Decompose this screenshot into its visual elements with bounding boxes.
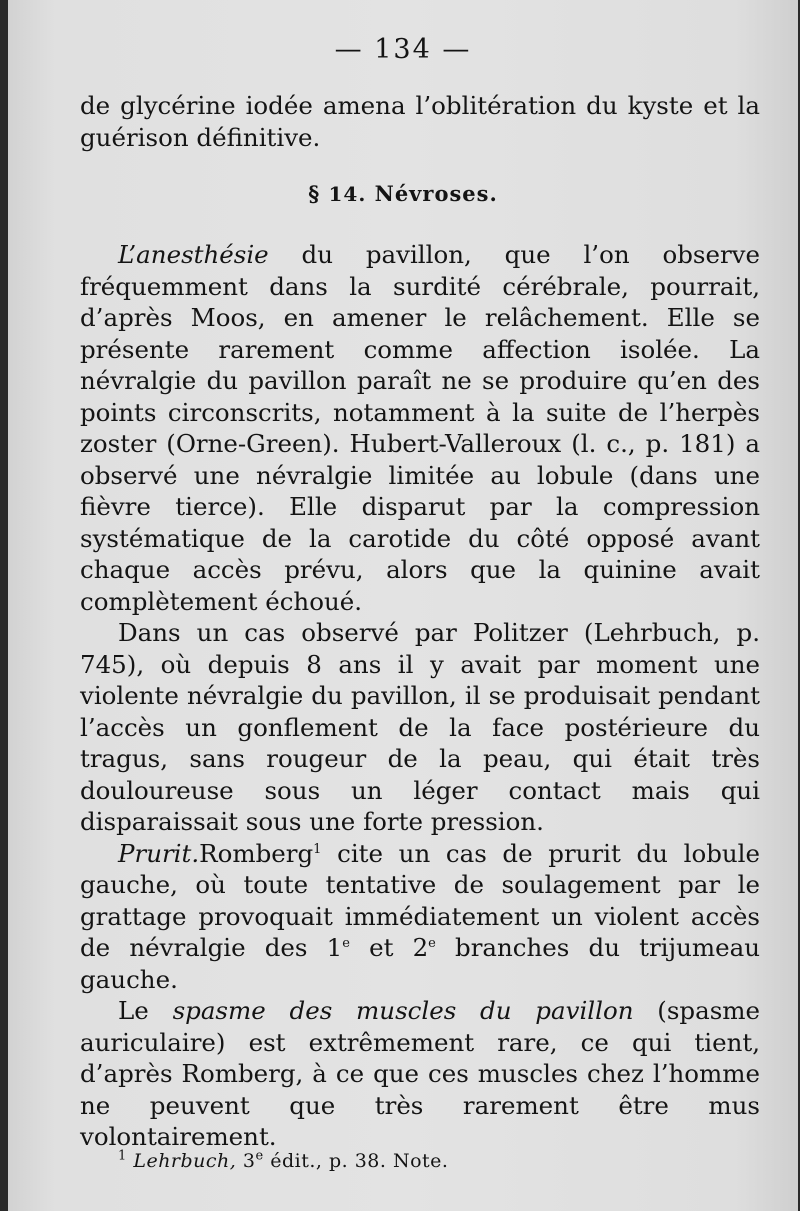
section-symbol: § <box>308 181 321 206</box>
paragraph-politzer <box>80 617 760 838</box>
section-title: Névroses. <box>374 181 498 206</box>
footnote-mark: 1 <box>118 1148 127 1164</box>
footnote-text: édit., p. 38. Note. <box>263 1150 449 1172</box>
paragraph-anesthesie <box>80 239 760 617</box>
italic-term: spasme des muscles du pavillon <box>172 996 634 1025</box>
section-number: 14. <box>328 182 367 206</box>
paragraph-text: du pavillon, que l’on observe fréquemment dans la surdité cérébrale, pourrait, d’après Moos, en amener le relâchement. Elle se présente rarement comme affection isolée. La névralgie du pavillon paraît ne se produire qu’en des points circonscrits, notamment à la suite de l’herpès zoster (Orne-Green). Hubert-Valleroux (l. c., p. 181) a observé une névralgie limitée au lobule (dans une fièvre tierce). Elle disparut par la compression systématique de la carotide du côté opposé avant chaque accès prévu, alors que la quinine avait complètement échoué. <box>80 240 760 616</box>
paragraph-text: branches du trijumeau gauche. <box>80 933 760 994</box>
footnote-title: Lehrbuch, <box>133 1150 237 1172</box>
footnote-reference: 1 <box>313 841 322 857</box>
paragraph-text: Le <box>118 996 173 1025</box>
paragraph-text: (spasme auriculaire) est extrêmement rare, ce qui tient, d’après Romberg, à ce que ces muscles chez l’homme ne peuvent que très rarement être mus volontairement. <box>80 996 760 1151</box>
section-body <box>80 239 760 1153</box>
intro-text: de glycérine iodée amena l’oblitération du kyste et la guérison définitive. <box>80 91 760 152</box>
paragraph-text: cite un cas de prurit du lobule gauche, où toute tentative de soulagement par le grattage provoquait immédiatement un violent accès de névralgie des 1 <box>80 838 760 962</box>
italic-term: Prurit. <box>118 838 200 868</box>
superscript: e <box>255 1148 264 1164</box>
footnote <box>118 1150 448 1172</box>
page-number: — 134 — <box>334 34 472 65</box>
superscript: e <box>342 935 350 951</box>
paragraph-prurit <box>80 838 760 996</box>
author-name: Romberg <box>199 838 314 868</box>
paragraph-text: Dans un cas observé par Politzer (Lehrbuch, p. 745), où depuis 8 ans il y avait par moment une violente névralgie du pavillon, il se produisait pendant l’accès un gonflement de la face postérieure du tragus, sans rougeur de la peau, qui était très douloureuse sous un léger contact mais qui disparaissait sous une forte pression. <box>80 618 760 836</box>
intro-paragraph <box>80 90 760 153</box>
italic-term: L’anesthésie <box>118 240 269 269</box>
book-page <box>8 0 798 1211</box>
superscript: e <box>428 935 436 951</box>
paragraph-text: et 2 <box>349 933 429 962</box>
paragraph-spasme <box>80 995 760 1153</box>
section-heading <box>8 181 798 206</box>
footnote-text: 3 <box>236 1150 256 1172</box>
